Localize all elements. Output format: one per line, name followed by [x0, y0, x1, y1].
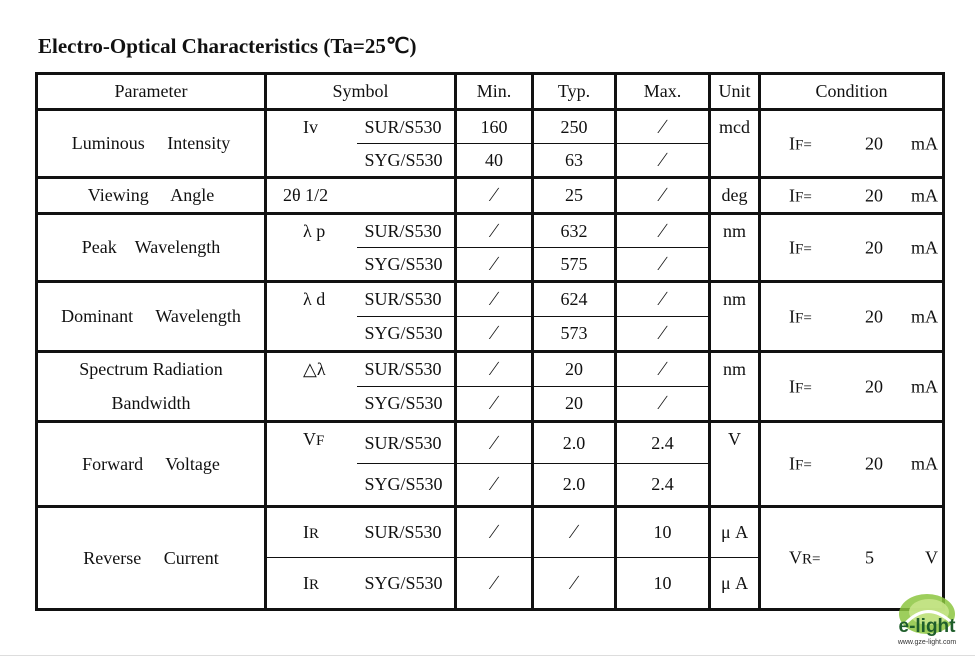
param-forward-voltage: Forward Voltage	[37, 422, 266, 507]
unit-ua: μ A	[710, 507, 760, 558]
typ-value: 632	[533, 214, 616, 248]
dash-mark: ∕	[572, 571, 576, 594]
model: SUR/S530	[357, 507, 456, 558]
model: SYG/S530	[357, 248, 456, 282]
dash-mark: ∕	[660, 115, 665, 138]
symbol-lambda-d: λ d	[266, 282, 357, 317]
unit-ua: μ A	[710, 558, 760, 610]
page-divider	[0, 655, 975, 656]
table-row	[37, 178, 944, 214]
dash-mark: ∕	[492, 431, 496, 454]
header-unit: Unit	[710, 74, 760, 110]
typ-value: 63	[533, 144, 616, 178]
unit-nm: nm	[710, 352, 760, 422]
electro-optical-table	[35, 72, 945, 611]
table-row	[37, 214, 944, 248]
dash-mark: ∕	[660, 148, 665, 171]
condition-cell: IF= 20 mA	[760, 214, 944, 282]
typ-value: 2.0	[533, 464, 616, 507]
symbol-lambda-p: λ p	[266, 214, 357, 248]
dash-mark: ∕	[492, 358, 496, 380]
model: SUR/S530	[357, 352, 456, 387]
dash-mark: ∕	[660, 252, 665, 275]
typ-value: 575	[533, 248, 616, 282]
dash-mark: ∕	[660, 322, 665, 344]
header-condition: Condition	[760, 74, 944, 110]
dash-mark: ∕	[492, 473, 496, 495]
dash-mark: ∕	[492, 521, 496, 543]
model: SYG/S530	[357, 464, 456, 507]
condition-cell: IF= 20 mA	[760, 282, 944, 352]
symbol-ir: IR	[266, 558, 357, 610]
unit-nm: nm	[710, 282, 760, 352]
table-row	[37, 352, 944, 387]
svg-text:www.gze-light.com: www.gze-light.com	[897, 639, 957, 646]
param-dominant-wavelength: Dominant Wavelength	[37, 282, 266, 352]
dash-mark: ∕	[492, 571, 496, 594]
condition-cell: IF= 20 mA	[760, 422, 944, 507]
condition-cell: VR= 5 V	[760, 507, 944, 610]
symbol-ir: IR	[266, 507, 357, 558]
model: SUR/S530	[357, 282, 456, 317]
model: SYG/S530	[357, 317, 456, 352]
svg-text:e-light: e-light	[898, 616, 956, 637]
dash-mark: ∕	[492, 252, 496, 275]
header-min: Min.	[456, 74, 533, 110]
param-bandwidth: Bandwidth	[37, 387, 266, 422]
param-peak-wavelength: Peak Wavelength	[37, 214, 266, 282]
e-light-logo	[885, 592, 969, 650]
dash-mark: ∕	[492, 219, 496, 242]
unit-nm: nm	[710, 214, 760, 282]
typ-value: 20	[533, 352, 616, 387]
model: SUR/S530	[357, 110, 456, 144]
table-row	[37, 282, 944, 317]
header-max: Max.	[616, 74, 710, 110]
header-symbol: Symbol	[266, 74, 456, 110]
max-value: 2.4	[616, 422, 710, 464]
dash-mark: ∕	[492, 288, 496, 310]
table-row	[37, 110, 944, 144]
dash-mark: ∕	[492, 184, 496, 206]
table-header-row	[37, 74, 944, 110]
dash-mark: ∕	[660, 288, 665, 310]
e-light-logo-icon	[885, 592, 969, 650]
max-value: 10	[616, 558, 710, 610]
typ-value: 20	[533, 387, 616, 422]
symbol-delta-lambda: △λ	[266, 352, 357, 387]
table-row	[37, 507, 944, 558]
table-row	[37, 422, 944, 464]
condition-cell: IF= 20 mA	[760, 110, 944, 178]
unit-v: V	[710, 422, 760, 507]
header-parameter: Parameter	[37, 74, 266, 110]
dash-mark: ∕	[660, 219, 665, 242]
condition-cell: IF= 20 mA	[760, 352, 944, 422]
unit-mcd: mcd	[710, 110, 760, 178]
model: SYG/S530	[357, 387, 456, 422]
max-value: 2.4	[616, 464, 710, 507]
dash-mark: ∕	[492, 322, 496, 344]
model: SUR/S530	[357, 422, 456, 464]
dash-mark: ∕	[660, 392, 665, 414]
min-value: 40	[456, 144, 533, 178]
max-value: 10	[616, 507, 710, 558]
model: SYG/S530	[357, 144, 456, 178]
model: SYG/S530	[357, 558, 456, 610]
dash-mark: ∕	[492, 392, 496, 414]
page-title: Electro-Optical Characteristics (Ta=25℃)	[38, 34, 417, 58]
typ-value: 2.0	[533, 422, 616, 464]
dash-mark: ∕	[572, 521, 576, 543]
param-viewing-angle: Viewing Angle	[37, 178, 266, 214]
dash-mark: ∕	[660, 184, 665, 206]
param-spectrum-radiation: Spectrum Radiation	[37, 352, 266, 387]
min-value: 160	[456, 110, 533, 144]
param-reverse-current: Reverse Current	[37, 507, 266, 610]
condition-cell: IF= 20 mA	[760, 178, 944, 214]
header-typ: Typ.	[533, 74, 616, 110]
unit-deg: deg	[710, 178, 760, 214]
symbol-vf: VF	[266, 422, 357, 464]
typ-value: 250	[533, 110, 616, 144]
symbol-iv: Iv	[266, 110, 357, 144]
symbol-2theta: 2θ 1/2	[266, 178, 456, 214]
model: SUR/S530	[357, 214, 456, 248]
typ-value: 25	[533, 178, 616, 214]
typ-value: 573	[533, 317, 616, 352]
typ-value: 624	[533, 282, 616, 317]
param-luminous-intensity: Luminous Intensity	[37, 110, 266, 178]
dash-mark: ∕	[660, 358, 665, 380]
